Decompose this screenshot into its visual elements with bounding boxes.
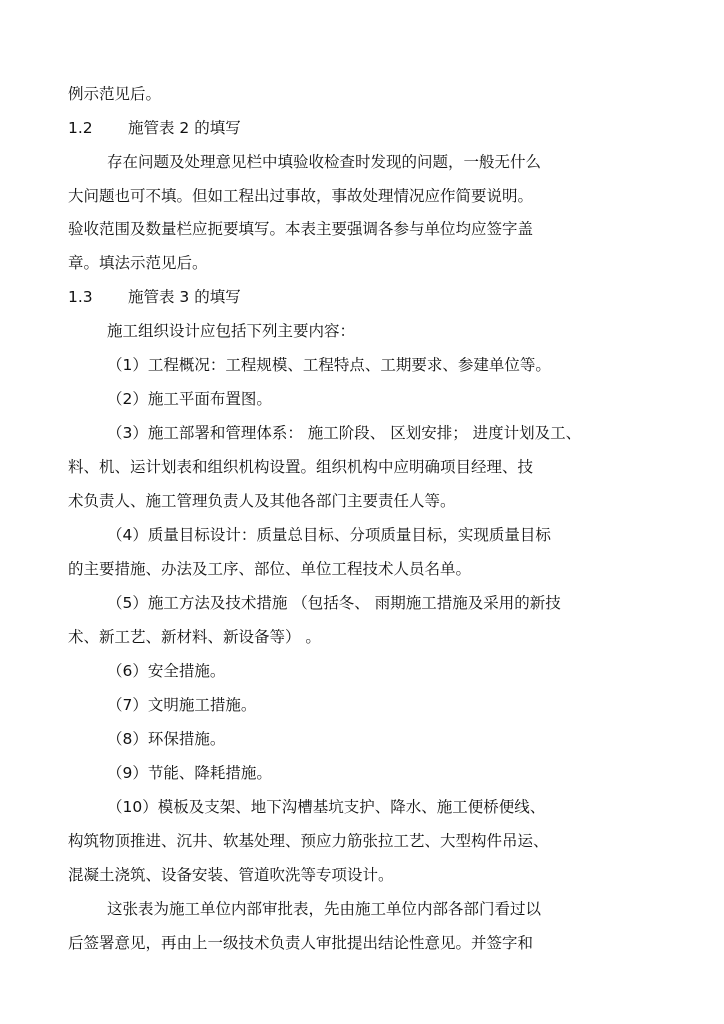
section-heading [68,287,241,307]
list-item: （5）施工方法及技术措施 （包括冬、 雨期施工措施及采用的新技 [107,594,561,612]
section-heading [68,118,241,138]
list-item: （8）环保措施。 [107,730,226,748]
text-line: 大问题也可不填。但如工程出过事故，事故处理情况应作简要说明。 [68,187,534,205]
text-line: 术负责人、施工管理负责人及其他各部门主要责任人等。 [68,492,456,510]
section-title: 施管表 3 的填写 [128,288,241,306]
text-line: 的主要措施、办法及工序、部位、单位工程技术人员名单。 [68,560,472,578]
list-item: （10）模板及支架、地下沟槽基坑支护、降水、施工便桥便线、 [107,798,546,816]
list-item: （7）文明施工措施。 [107,696,257,714]
text-line: 后签署意见，再由上一级技术负责人审批提出结论性意见。并签字和 [68,934,534,952]
list-item: （4）质量目标设计：质量总目标、分项质量目标，实现质量目标 [107,526,551,544]
text-line: 术、新工艺、新材料、新设备等） 。 [68,628,321,646]
text-line: 存在问题及处理意见栏中填验收检查时发现的问题，一般无什么 [107,153,542,171]
list-item: （3）施工部署和管理体系： 施工阶段、 区划安排； 进度计划及工、 [107,424,582,442]
text-line: 构筑物顶推进、沉井、软基处理、预应力筋张拉工艺、大型构件吊运、 [68,832,549,850]
text-line: 这张表为施工单位内部审批表，先由施工单位内部各部门看过以 [107,900,542,918]
list-item: （1）工程概况：工程规模、工程特点、工期要求、参建单位等。 [107,356,551,374]
text-line: 施工组织设计应包括下列主要内容： [107,322,356,340]
text-line: 混凝土浇筑、设备安装、管道吹洗等专项设计。 [68,866,394,884]
list-item: （6）安全措施。 [107,662,226,680]
list-item: （9）节能、降耗措施。 [107,764,272,782]
text-line: 料、机、运计划表和组织机构设置。组织机构中应明确项目经理、技 [68,458,534,476]
text-line: 例示范见后。 [68,85,162,103]
list-item: （2）施工平面布置图。 [107,390,272,408]
text-line: 章。填法示范见后。 [68,254,208,272]
section-number: 1.3 [68,288,93,306]
section-title: 施管表 2 的填写 [128,119,241,137]
text-line: 验收范围及数量栏应扼要填写。本表主要强调各参与单位均应签字盖 [68,220,534,238]
section-number: 1.2 [68,119,93,137]
